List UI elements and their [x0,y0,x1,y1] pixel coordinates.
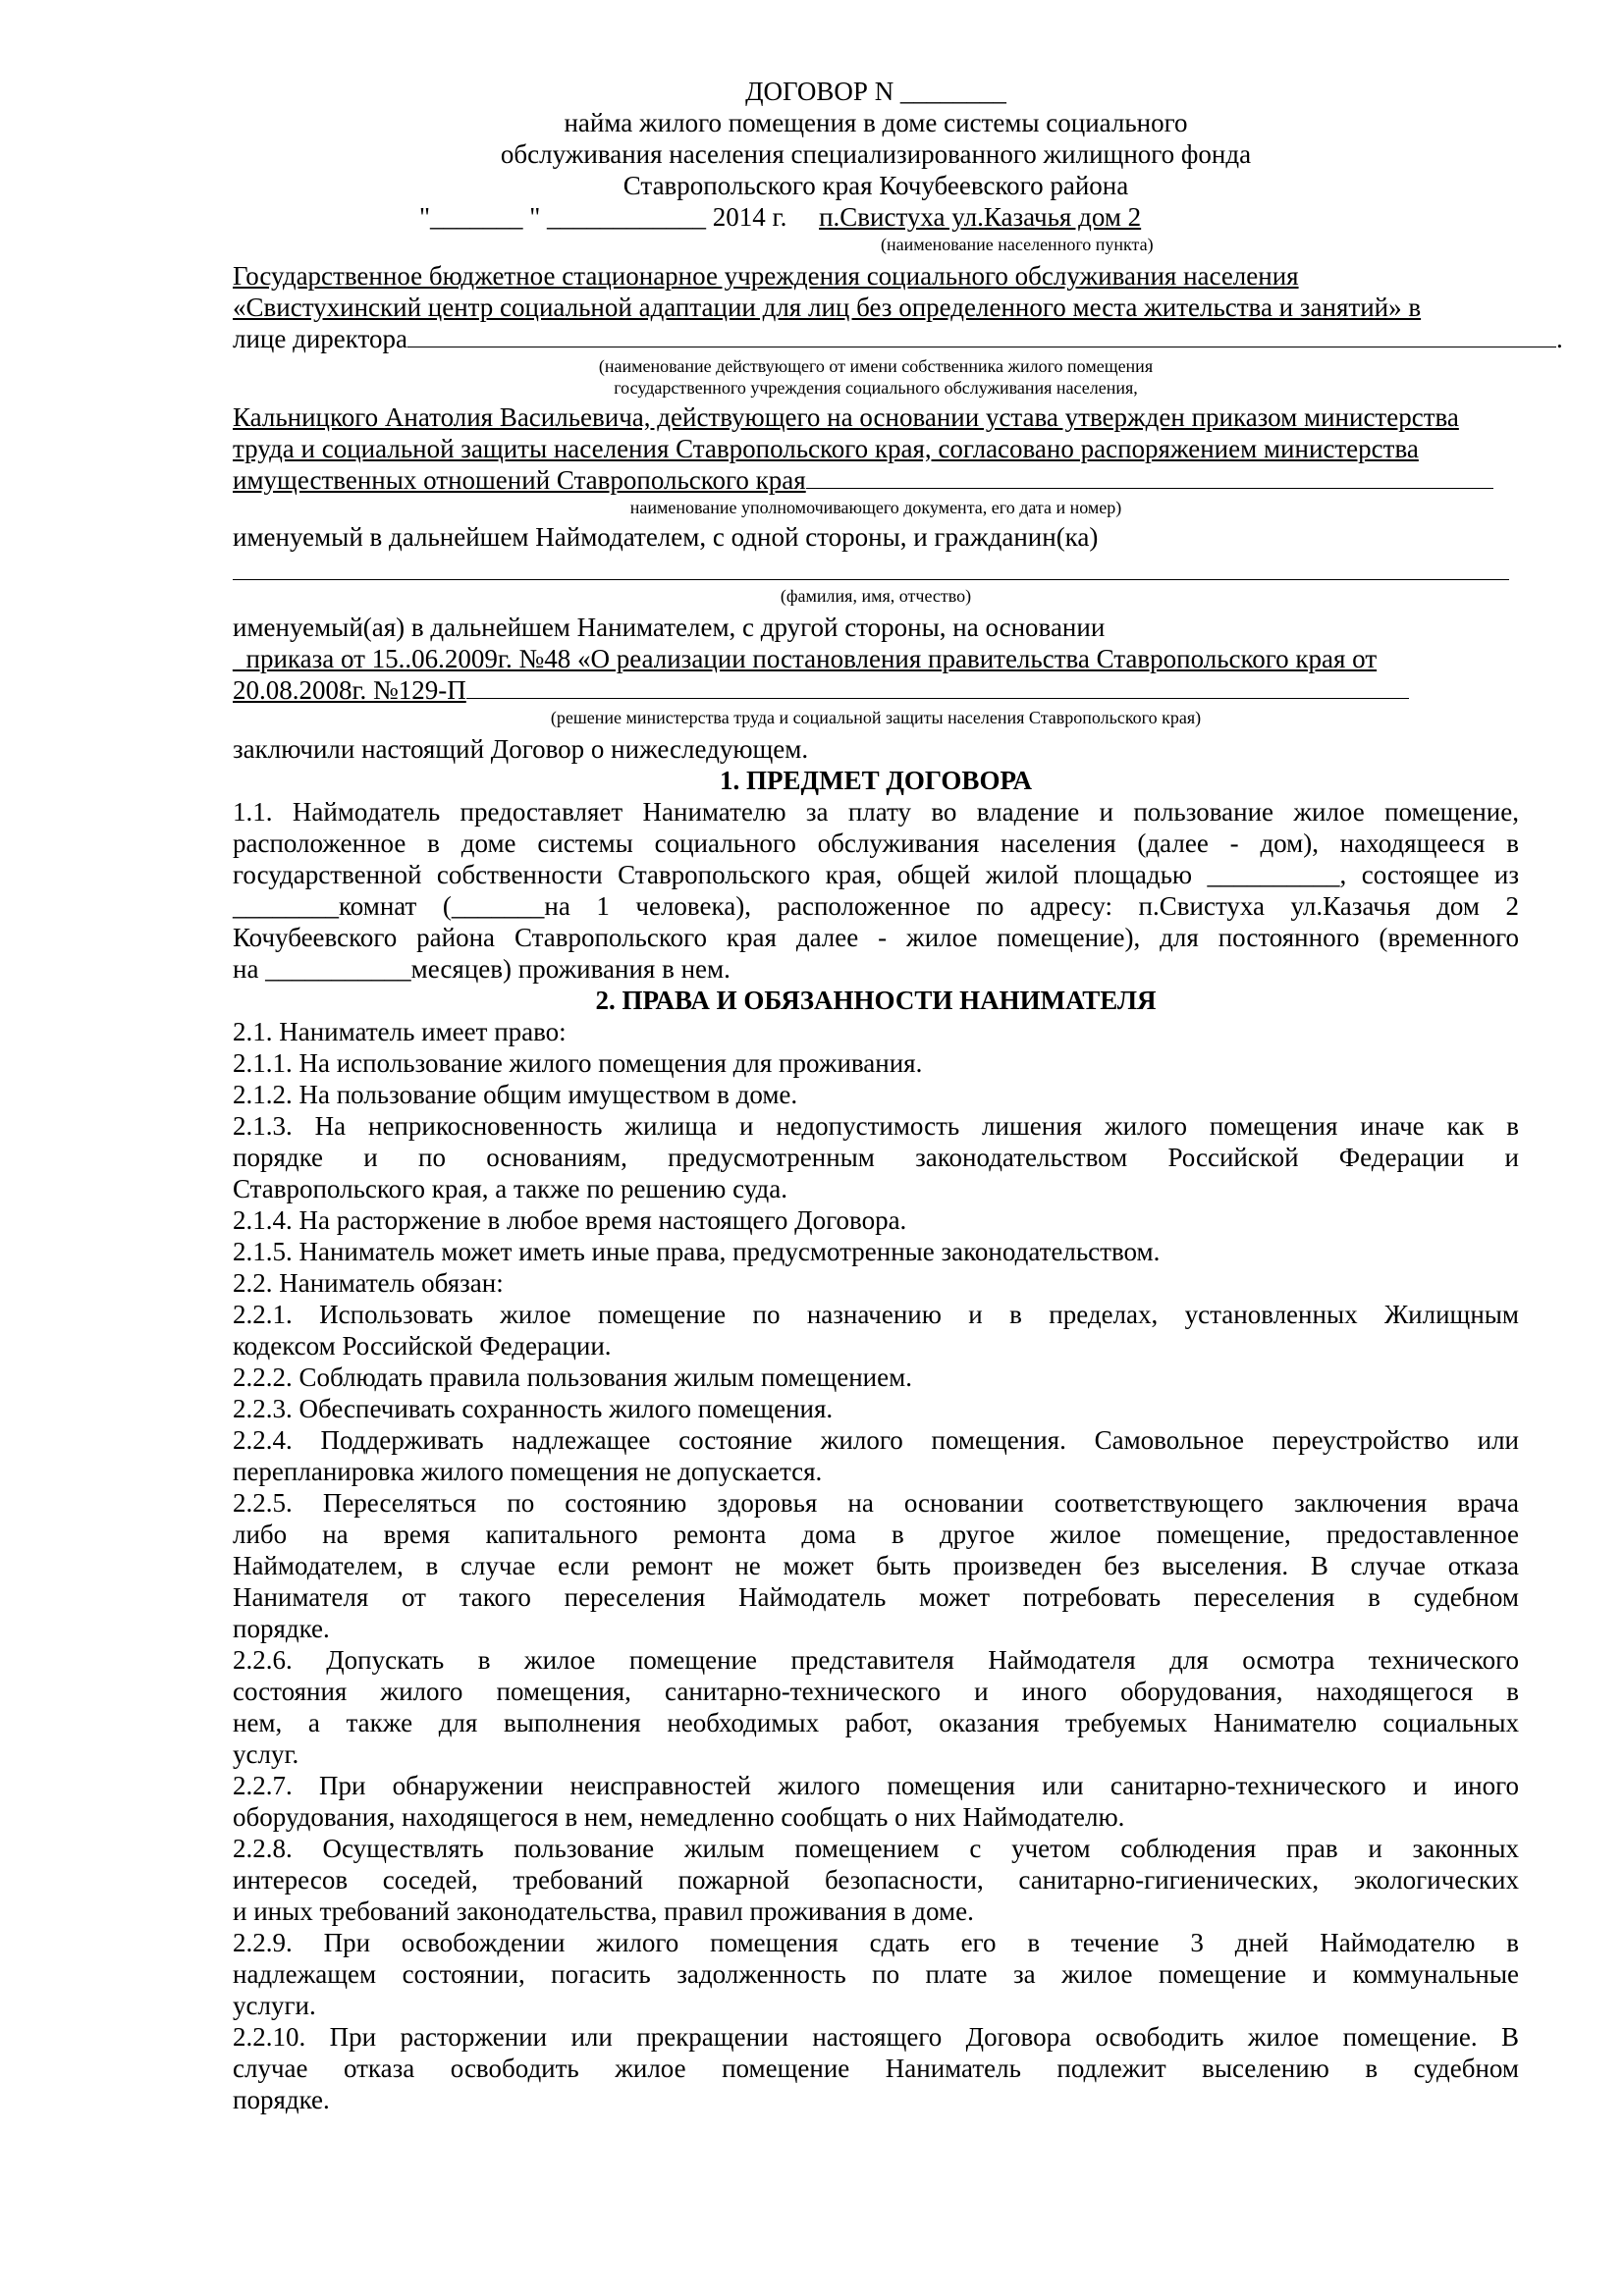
clause-2-2-7-b: оборудования, находящегося в нем, немедленно сообщать о них Наймодателю. [233,1802,1125,1832]
clause-2-1-4: 2.1.4. На расторжение в любое время настоящего Договора. [233,1205,907,1235]
landlord-line-6 [233,465,1519,495]
clause-2-2-8-b: интересов соседей, требований пожарной безопасности, санитарно-гигиенических, экологических [233,1865,1519,1895]
landlord-line-4: Кальницкого Анатолия Васильевича, действующего на основании устава утвержден приказом министерства [233,402,1459,432]
clause-2-2-1-b: кодексом Российской Федерации. [233,1331,612,1361]
section-1-line-3: государственной собственности Ставропольского края, общей жилой площадью __________, состоящее из [233,860,1519,889]
section-1-line-6: на ___________месяцев) проживания в нем. [233,954,731,984]
tenant-name-blank [233,558,1509,580]
place-note: (наименование населенного пункта) [881,235,1154,254]
clause-2-2-9-c: услуги. [233,1991,316,2020]
date-blank: "_______ " ____________ 2014 г. [419,202,787,232]
clause-2-2-5-e: порядке. [233,1614,330,1643]
clause-2-1-5: 2.1.5. Наниматель может иметь иные права, предусмотренные законодательством. [233,1237,1161,1266]
clause-2-2-6-c: нем, а также для выполнения необходимых работ, оказания требуемых Нанимателю социальных [233,1708,1519,1737]
concluded-line: заключили настоящий Договор о нижеследующем. [233,734,809,764]
landlord-line-1: Государственное бюджетное стационарное учреждения социального обслуживания населения [233,261,1299,291]
clause-2-2-10-a: 2.2.10. При расторжении или прекращении настоящего Договора освободить жилое помещение. В [233,2022,1519,2052]
director-blank [407,325,1556,347]
clause-2-1-1: 2.1.1. На использование жилого помещения для проживания. [233,1048,923,1078]
landlord-note-3: наименование уполномочивающего документа, его дата и номер) [629,498,1122,517]
section-2-heading: 2. ПРАВА И ОБЯЗАННОСТИ НАНИМАТЕЛЯ [595,986,1157,1015]
section-1-line-5: Кочубеевского района Ставропольского края далее - жилое помещение), для постоянного (временного [233,923,1519,952]
clause-2-1-2: 2.1.2. На пользование общим имуществом в доме. [233,1080,798,1109]
clause-2-2-5-b: либо на время капитального ремонта дома в другое жилое помещение, предоставленное [233,1520,1519,1549]
ministry-blank [806,466,1493,489]
landlord-named: именуемый в дальнейшем Наймодателем, с одной стороны, и гражданин(ка) [233,522,1099,552]
clause-2-1-3-b: порядке и по основаниям, предусмотренным законодательством Российской Федерации и [233,1143,1519,1172]
landlord-note-2: государственного учреждения социального обслуживания населения, [614,378,1138,398]
section-1-line-1: 1.1. Наймодатель предоставляет Нанимателю за плату во владение и пользование жилое помещение, [233,797,1519,827]
clause-2-2-6-a: 2.2.6. Допускать в жилое помещение представителя Наймодателя для осмотра технического [233,1645,1519,1675]
clause-2-2-9-b: надлежащем состоянии, погасить задолженность по плате за жилое помещение и коммунальные [233,1959,1519,1989]
place-value: п.Свистуха ул.Казачья дом 2 [819,202,1142,232]
contract-subtitle-1: найма жилого помещения в доме системы социального [564,108,1188,137]
clause-2-2-4-a: 2.2.4. Поддерживать надлежащее состояние жилого помещения. Самовольное переустройство или [233,1425,1519,1455]
clause-2-2-4-b: перепланировка жилого помещения не допускается. [233,1457,823,1486]
clause-2-2-6-b: состояния жилого помещения, санитарно-технического и иного оборудования, находящегося в [233,1677,1519,1706]
director-label: лице директора [233,324,407,353]
clause-2-1: 2.1. Наниматель имеет право: [233,1017,567,1046]
section-1-heading: 1. ПРЕДМЕТ ДОГОВОРА [720,766,1032,795]
basis-note: (решение министерства труда и социальной защиты населения Ставропольского края) [550,708,1202,727]
landlord-line-3: лице директора . [233,324,1563,353]
tenant-named: именуемый(ая) в дальнейшем Нанимателем, с другой стороны, на основании [233,613,1106,642]
clause-2-2-2: 2.2.2. Соблюдать правила пользования жилым помещением. [233,1362,912,1392]
basis-line-1: _приказа от 15..06.2009г. №48 «О реализации постановления правительства Ставропольского края от [233,644,1378,673]
fio-note: (фамилия, имя, отчество) [780,586,972,606]
clause-2-2-3: 2.2.3. Обеспечивать сохранность жилого помещения. [233,1394,834,1423]
basis-number: 20.08.2008г. №129-П [233,675,466,705]
contract-subtitle-3: Ставропольского края Кочубеевского района [623,171,1129,200]
basis-line-2 [233,675,1519,705]
clause-2-2-10-b: случае отказа освободить жилое помещение Наниматель подлежит выселению в судебном [233,2054,1519,2083]
clause-2-2-8-c: и иных требований законодательства, правил проживания в доме. [233,1896,974,1926]
clause-2-2-1-a: 2.2.1. Использовать жилое помещение по назначению и в пределах, установленных Жилищным [233,1300,1519,1329]
clause-2-2-6-d: услуг. [233,1739,299,1769]
clause-2-2-10-c: порядке. [233,2085,330,2114]
contract-title: ДОГОВОР N ________ [745,77,1006,106]
landlord-note-1: (наименование действующего от имени собственника жилого помещения [598,356,1154,376]
clause-2-2-9-a: 2.2.9. При освобождении жилого помещения сдать его в течение 3 дней Наймодателю в [233,1928,1519,1957]
date-line [419,202,1141,232]
clause-2-2-5-c: Наймодателем, в случае если ремонт не может быть произведен без выселения. В случае отказа [233,1551,1519,1580]
clause-2-2-8-a: 2.2.8. Осуществлять пользование жилым помещением с учетом соблюдения прав и законных [233,1834,1519,1863]
ministry-name: имущественных отношений Ставропольского края [233,465,806,495]
clause-2-1-3-a: 2.1.3. На неприкосновенность жилища и недопустимость лишения жилого помещения иначе как в [233,1111,1519,1141]
contract-subtitle-2: обслуживания населения специализированного жилищного фонда [500,139,1252,169]
clause-2-2-5-d: Нанимателя от такого переселения Наймодатель может потребовать переселения в судебном [233,1582,1519,1612]
basis-blank [466,676,1409,699]
clause-2-2-5-a: 2.2.5. Переселяться по состоянию здоровья на основании соответствующего заключения врача [233,1488,1519,1518]
clause-2-2-7-a: 2.2.7. При обнаружении неисправностей жилого помещения или санитарно-технического и иного [233,1771,1519,1800]
clause-2-2: 2.2. Наниматель обязан: [233,1268,504,1298]
section-1-line-4: ________комнат (_______на 1 человека), расположенное по адресу: п.Свистуха ул.Казачья дом 2 [233,891,1519,921]
clause-2-1-3-c: Ставропольского края, а также по решению суда. [233,1174,787,1203]
landlord-line-2: «Свистухинский центр социальной адаптации для лиц без определенного места жительства и занятий» в [233,293,1422,322]
landlord-line-5: труда и социальной защиты населения Ставропольского края, согласовано распоряжением министерства [233,434,1419,463]
section-1-line-2: расположенное в доме системы социального обслуживания населения (далее - дом), находящееся в [233,828,1519,858]
